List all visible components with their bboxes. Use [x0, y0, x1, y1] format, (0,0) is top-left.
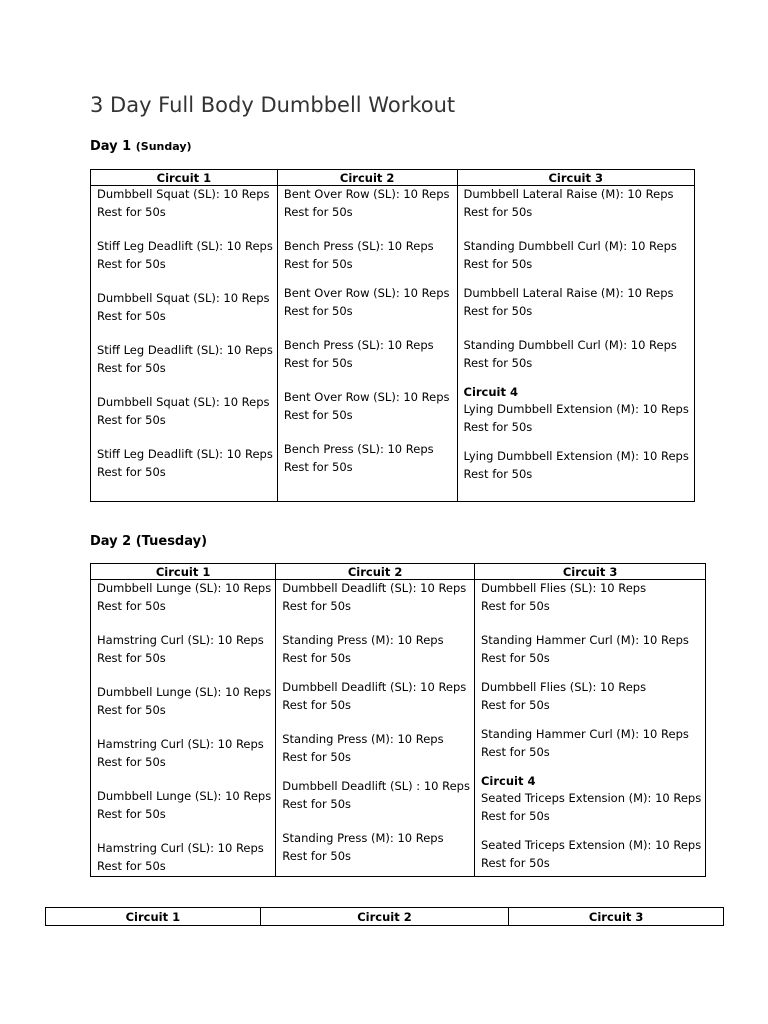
day3-table: [45, 907, 724, 926]
exercise-item: [481, 580, 701, 615]
exercise-item: [97, 788, 271, 823]
exercise-item: [464, 337, 691, 372]
exercise-rest: Rest for 50s: [463, 204, 533, 219]
day2-circuit2-cell: [276, 580, 475, 877]
exercise-name: Bent Over Row (SL): 10 Reps: [283, 187, 450, 201]
exercise-item: [481, 773, 701, 825]
day3-header-circuit2: Circuit 2: [260, 908, 509, 926]
exercise-name: Standing Dumbbell Curl (M): 10 Reps: [463, 239, 677, 253]
exercise-rest: Rest for 50s: [97, 464, 166, 479]
exercise-name: Dumbbell Flies (SL): 10 Reps: [480, 680, 647, 694]
exercise-item: [481, 632, 701, 667]
exercise-rest: Rest for 50s: [282, 650, 352, 665]
exercise-name: Stiff Leg Deadlift (SL): 10 Reps: [97, 447, 273, 461]
exercise-name: Lying Dumbbell Extension (M): 10 Reps: [463, 449, 689, 463]
exercise-rest: Rest for 50s: [480, 808, 550, 823]
exercise-rest: Rest for 50s: [283, 204, 353, 219]
exercise-item: [282, 830, 470, 865]
exercise-item: [97, 290, 273, 325]
exercise-item: [464, 384, 691, 436]
exercise-item: [97, 736, 271, 771]
circuit4-label: Circuit 4: [480, 774, 536, 788]
exercise-item: [464, 448, 691, 483]
exercise-item: [97, 342, 273, 377]
day1-circuit3-cell: [457, 186, 695, 502]
exercise-name: Dumbbell Deadlift (SL): 10 Reps: [282, 680, 467, 694]
exercise-rest: Rest for 50s: [283, 459, 353, 474]
exercise-rest: Rest for 50s: [463, 303, 533, 318]
exercise-item: [282, 731, 470, 766]
exercise-rest: Rest for 50s: [463, 355, 533, 370]
exercise-item: [464, 285, 691, 320]
exercise-name: Hamstring Curl (SL): 10 Reps: [97, 737, 264, 751]
day1-header-row: [91, 170, 695, 186]
day3-header-circuit3: Circuit 3: [509, 908, 724, 926]
exercise-name: Stiff Leg Deadlift (SL): 10 Reps: [97, 343, 273, 357]
day1-label: Day 1: [90, 139, 132, 154]
exercise-item: [481, 726, 701, 761]
exercise-name: Dumbbell Deadlift (SL): 10 Reps: [282, 581, 467, 595]
exercise-item: [282, 778, 470, 813]
exercise-rest: Rest for 50s: [463, 256, 533, 271]
day2-table: [90, 563, 706, 877]
exercise-item: [97, 840, 271, 875]
exercise-name: Standing Press (M): 10 Reps: [282, 831, 444, 845]
exercise-item: [97, 684, 271, 719]
exercise-rest: Rest for 50s: [97, 806, 166, 821]
day2-heading: Day 2 (Tuesday): [90, 534, 208, 549]
exercise-rest: Rest for 50s: [97, 754, 166, 769]
exercise-item: [97, 632, 271, 667]
exercise-name: Hamstring Curl (SL): 10 Reps: [97, 841, 264, 855]
exercise-rest: Rest for 50s: [283, 256, 353, 271]
exercise-rest: Rest for 50s: [283, 303, 353, 318]
exercise-name: Standing Dumbbell Curl (M): 10 Reps: [463, 338, 677, 352]
exercise-name: Bench Press (SL): 10 Reps: [283, 239, 434, 253]
day2-header-circuit2: Circuit 2: [276, 564, 475, 580]
exercise-rest: Rest for 50s: [282, 848, 352, 863]
exercise-item: [284, 389, 453, 424]
day2-circuit3-cell: [474, 580, 705, 877]
exercise-name: Dumbbell Lunge (SL): 10 Reps: [97, 685, 272, 699]
day1-sub: (Sunday): [135, 140, 192, 153]
exercise-rest: Rest for 50s: [97, 412, 166, 427]
exercise-rest: Rest for 50s: [97, 598, 166, 613]
exercise-name: Bench Press (SL): 10 Reps: [283, 338, 434, 352]
day1-header-circuit1: Circuit 1: [91, 170, 278, 186]
exercise-rest: Rest for 50s: [283, 407, 353, 422]
exercise-name: Dumbbell Lateral Raise (M): 10 Reps: [463, 286, 674, 300]
exercise-item: [282, 632, 470, 667]
day3-header-circuit1: Circuit 1: [46, 908, 261, 926]
exercise-rest: Rest for 50s: [283, 355, 353, 370]
exercise-name: Standing Press (M): 10 Reps: [282, 732, 444, 746]
exercise-item: [97, 238, 273, 273]
exercise-name: Bench Press (SL): 10 Reps: [283, 442, 434, 456]
exercise-name: Seated Triceps Extension (M): 10 Reps: [480, 838, 702, 852]
exercise-rest: Rest for 50s: [97, 650, 166, 665]
exercise-item: [284, 337, 453, 372]
exercise-name: Dumbbell Lateral Raise (M): 10 Reps: [463, 187, 674, 201]
exercise-item: [284, 238, 453, 273]
exercise-rest: Rest for 50s: [97, 702, 166, 717]
day3-header-row: [46, 908, 724, 926]
exercise-name: Dumbbell Squat (SL): 10 Reps: [97, 395, 270, 409]
day2-header-row: [91, 564, 706, 580]
exercise-rest: Rest for 50s: [97, 858, 166, 873]
exercise-rest: Rest for 50s: [282, 749, 352, 764]
exercise-name: Dumbbell Lunge (SL): 10 Reps: [97, 789, 272, 803]
exercise-rest: Rest for 50s: [463, 419, 533, 434]
exercise-name: Hamstring Curl (SL): 10 Reps: [97, 633, 264, 647]
exercise-rest: Rest for 50s: [480, 744, 550, 759]
exercise-rest: Rest for 50s: [480, 855, 550, 870]
exercise-rest: Rest for 50s: [480, 598, 550, 613]
exercise-name: Standing Press (M): 10 Reps: [282, 633, 444, 647]
day1-header-circuit2: Circuit 2: [277, 170, 457, 186]
day1-circuit2-cell: [277, 186, 457, 502]
exercise-item: [481, 837, 701, 872]
exercise-name: Dumbbell Squat (SL): 10 Reps: [97, 291, 270, 305]
exercise-name: Lying Dumbbell Extension (M): 10 Reps: [463, 402, 689, 416]
day2-circuit1-cell: [91, 580, 276, 877]
exercise-name: Seated Triceps Extension (M): 10 Reps: [480, 791, 702, 805]
exercise-name: Dumbbell Lunge (SL): 10 Reps: [97, 581, 272, 595]
day1-header-circuit3: Circuit 3: [457, 170, 695, 186]
exercise-rest: Rest for 50s: [480, 697, 550, 712]
day1-heading: [90, 139, 192, 154]
exercise-item: [97, 186, 273, 221]
exercise-item: [282, 679, 470, 714]
exercise-item: [282, 580, 470, 615]
exercise-item: [464, 238, 691, 273]
exercise-name: Dumbbell Deadlift (SL) : 10 Reps: [282, 779, 470, 793]
exercise-rest: Rest for 50s: [463, 466, 533, 481]
exercise-item: [284, 285, 453, 320]
day2-header-circuit3: Circuit 3: [474, 564, 705, 580]
exercise-item: [284, 441, 453, 476]
exercise-item: [481, 679, 701, 714]
exercise-rest: Rest for 50s: [97, 308, 166, 323]
exercise-rest: Rest for 50s: [97, 360, 166, 375]
exercise-item: [97, 446, 273, 481]
day2-header-circuit1: Circuit 1: [91, 564, 276, 580]
exercise-name: Standing Hammer Curl (M): 10 Reps: [480, 633, 689, 647]
exercise-item: [97, 394, 273, 429]
exercise-name: Standing Hammer Curl (M): 10 Reps: [480, 727, 689, 741]
exercise-item: [284, 186, 453, 221]
exercise-rest: Rest for 50s: [480, 650, 550, 665]
exercise-item: [464, 186, 691, 221]
circuit4-label: Circuit 4: [463, 385, 519, 399]
page-title: 3 Day Full Body Dumbbell Workout: [90, 93, 456, 117]
exercise-rest: Rest for 50s: [282, 697, 352, 712]
exercise-name: Bent Over Row (SL): 10 Reps: [283, 286, 450, 300]
exercise-rest: Rest for 50s: [97, 204, 166, 219]
exercise-item: [97, 580, 271, 615]
day1-table: [90, 169, 695, 502]
exercise-name: Dumbbell Flies (SL): 10 Reps: [480, 581, 647, 595]
exercise-rest: Rest for 50s: [282, 796, 352, 811]
exercise-rest: Rest for 50s: [282, 598, 352, 613]
day1-circuit1-cell: [91, 186, 278, 502]
exercise-name: Bent Over Row (SL): 10 Reps: [283, 390, 450, 404]
exercise-name: Dumbbell Squat (SL): 10 Reps: [97, 187, 270, 201]
exercise-rest: Rest for 50s: [97, 256, 166, 271]
exercise-name: Stiff Leg Deadlift (SL): 10 Reps: [97, 239, 273, 253]
